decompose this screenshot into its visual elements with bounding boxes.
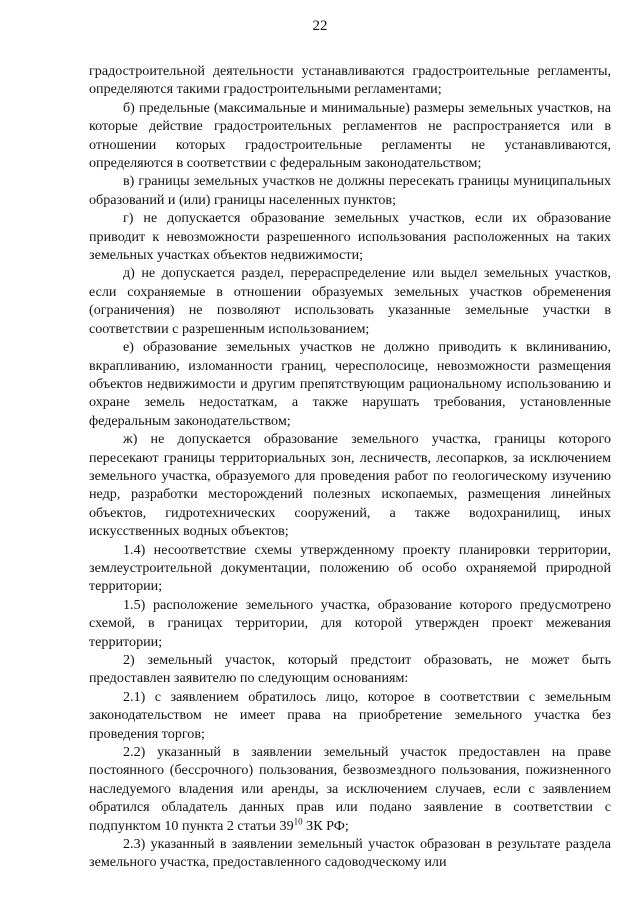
document-body bbox=[89, 62, 611, 872]
paragraph-item-1-4: 1.4) несоответствие схемы утвержденному проекту планировки территории, землеустроительной документации, положению об особо охраняемой природной территории; bbox=[89, 541, 611, 595]
paragraph-item-2: 2) земельный участок, который предстоит образовать, не может быть предоставлен заявителю по следующим основаниям: bbox=[89, 652, 611, 687]
paragraph-item-2-2-text: 2.2) указанный в заявлении земельный участок предоставлен на праве постоянного (бессрочного) пользования, безвозмездного пользования, пожизненного наследуемого владения или аренды, за исключением случаев, если с заявлением обратился обладатель данных прав или подано заявление в соответствии с подпунктом 10 пункта 2 статьи 39 bbox=[89, 744, 611, 834]
paragraph-continuation: градостроительной деятельности устанавливаются градостроительные регламенты, определяются такими градостроительными регламентами; bbox=[89, 63, 611, 98]
paragraph-item-g: г) не допускается образование земельных участков, если их образование приводит к невозможности разрешенного использования расположенных на таких земельных участках объектов недвижимости; bbox=[89, 210, 611, 264]
article-superscript: 10 bbox=[293, 815, 303, 826]
paragraph-item-1-5: 1.5) расположение земельного участка, образование которого предусмотрено схемой, в границах территории, для которой утвержден проект межевания территории; bbox=[89, 596, 611, 650]
paragraph-item-2-1: 2.1) с заявлением обратилось лицо, которое в соответствии с земельным законодательством не имеет права на приобретение земельного участка без проведения торгов; bbox=[89, 688, 611, 742]
page-number: 22 bbox=[312, 18, 328, 34]
paragraph-item-v: в) границы земельных участков не должны пересекать границы муниципальных образований и (или) границы населенных пунктов; bbox=[89, 173, 611, 208]
paragraph-item-b: б) предельные (максимальные и минимальные) размеры земельных участков, на которые действие градостроительных регламентов не распространяется или в отношении которых градостроительные регламенты не устанавливаются, определяются в соответствии с федеральным законодательством; bbox=[89, 99, 611, 172]
paragraph-item-d: д) не допускается раздел, перераспределение или выдел земельных участков, если сохраняемые в отношении образуемых земельных участков обременения (ограничения) не позволяют использовать указанные земельные участки в соответствии с разрешенным использованием; bbox=[89, 265, 611, 337]
paragraph-item-2-2 bbox=[89, 743, 611, 835]
paragraph-item-2-2-tail: ЗК РФ; bbox=[302, 817, 349, 834]
paragraph-item-2-3: 2.3) указанный в заявлении земельный участок образован в результате раздела земельного участка, предоставленного садоводческому или bbox=[89, 836, 611, 871]
paragraph-item-e: е) образование земельных участков не должно приводить к вклиниванию, вкрапливанию, изломанности границ, чересполосице, невозможности размещения объектов недвижимости и другим препятствующим рациональному использованию и охране земель недостаткам, а также нарушать требования, установленные федеральным законодательством; bbox=[89, 339, 611, 429]
paragraph-item-zh: ж) не допускается образование земельного участка, границы которого пересекают границы территориальных зон, лесничеств, лесопарков, за исключением земельного участка, образуемого для проведения работ по геологическому изучению недр, разработки месторождений полезных ископаемых, размещения линейных объектов, гидротехнических сооружений, а также водохранилищ, иных искусственных водных объектов; bbox=[89, 431, 611, 540]
